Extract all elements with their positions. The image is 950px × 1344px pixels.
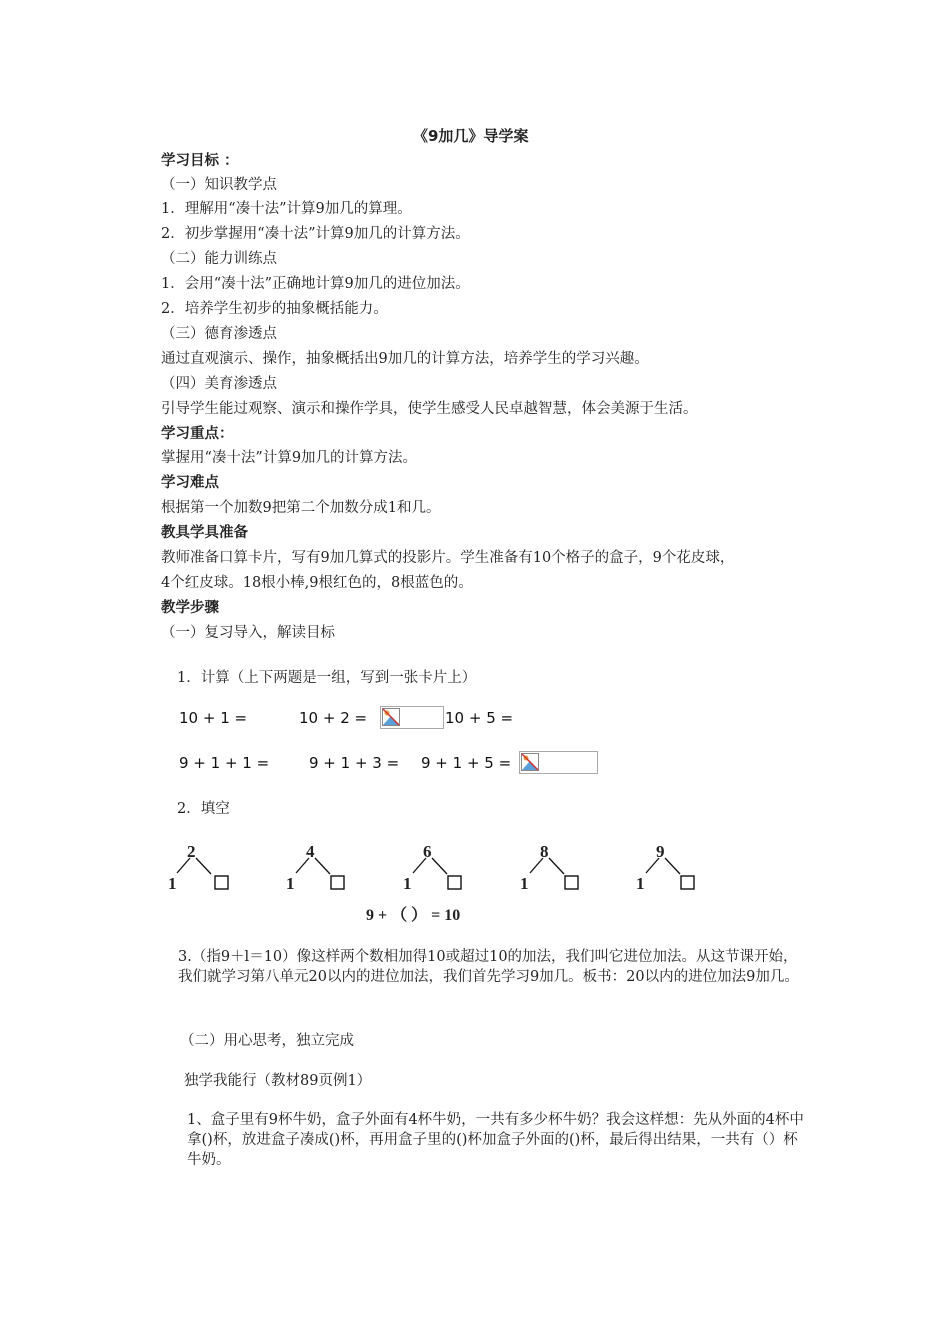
fill-heading: 2．填空 [177,801,230,817]
step-2-heading: （二）用心思考，独立完成 [180,1033,354,1049]
aesthetic-heading: （四）美育渗透点 [161,376,277,392]
knowledge-item-2: 2．初步掌握用“凑十法”计算9加几的计算方法。 [161,226,470,242]
equation: 10 + 1 = [179,709,248,727]
number-bond [282,842,362,894]
moral-text: 通过直观演示、操作，抽象概括出9加几的计算方法，培养学生的学习兴趣。 [161,351,649,367]
broken-image-icon [382,708,400,726]
equation: 9 + 1 + 3 = [309,754,400,772]
difficulty-heading: 学习难点 [161,475,219,491]
key-text: 掌握用“凑十法”计算9加几的计算方法。 [161,450,418,466]
tools-text-line-2: 4个红皮球。18根小棒,9根红色的，8根蓝色的。 [161,575,473,591]
broken-image-icon [521,753,539,771]
equation: 10 + 2 = [299,709,368,727]
tools-text-line-1: 教师准备口算卡片，写有9加几算式的投影片。学生准备有10个格子的盒子，9个花皮球， [161,550,735,566]
equation: 9 + 1 + 1 = [179,754,270,772]
equation: 10 + 5 = [445,709,514,727]
blank-box [448,876,461,889]
bond-top-number: 8 [540,842,549,861]
ability-item-2: 2．培养学生初步的抽象概括能力。 [161,301,388,317]
page-title: 《9加几》导学案 [413,127,529,145]
steps-heading: 教学步骤 [161,600,219,616]
bond-top-number: 9 [656,842,665,861]
ability-item-1: 1．会用“凑十法”正确地计算9加几的进位加法。 [161,276,470,292]
bond-left-number: 1 [403,874,412,893]
question-1: 1、盒子里有9杯牛奶，盒子外面有4杯牛奶，一共有多少杯牛奶？我会这样想：先从外面的4杯中拿()杯，放进盒子凑成()杯，再用盒子里的()杯加盒子外面的()杯，最后得出结果，一共有（）杯牛奶。 [187,1112,804,1168]
bond-left-number: 1 [636,874,645,893]
bond-left-number: 1 [286,874,295,893]
paragraph-3: 3.（指9＋l＝10）像这样两个数相加得10或超过10的加法，我们叫它进位加法。从这节课开始，我们就学习第八单元20以内的进位加法，我们首先学习9加几。板书：20以内的进位加法9加几。 [178,949,799,985]
number-bond [632,842,712,894]
number-bond [163,842,243,894]
nine-plus-equation: 9 + （ ） = 10 [366,907,461,924]
calc-heading: 1．计算（上下两题是一组，写到一张卡片上） [177,670,477,686]
aesthetic-text: 引导学生能过观察、演示和操作学具，使学生感受人民卓越智慧，体会美源于生活。 [161,401,698,417]
equation: 9 + 1 + 5 = [421,754,512,772]
image-placeholder [519,751,598,774]
difficulty-text: 根据第一个加数9把第二个加数分成1和几。 [161,500,441,516]
tools-heading: 教具学具准备 [161,525,248,541]
blank-box [331,876,344,889]
bond-top-number: 2 [187,842,196,861]
goals-heading: 学习目标 ： [161,153,239,169]
blank-box [565,876,578,889]
knowledge-item-1: 1．理解用“凑十法”计算9加几的算理。 [161,201,412,217]
bond-left-number: 1 [168,874,177,893]
number-bond [399,842,479,894]
self-study-line: 独学我能行（教材89页例1） [184,1073,372,1089]
bond-left-number: 1 [520,874,529,893]
bond-top-number: 4 [306,842,315,861]
image-placeholder [380,706,444,729]
bond-top-number: 6 [423,842,432,861]
moral-heading: （三）德育渗透点 [161,326,277,342]
key-heading: 学习重点： [161,426,234,442]
number-bond [516,842,596,894]
ability-heading: （二）能力训练点 [161,251,277,267]
blank-box [681,876,694,889]
knowledge-heading: （一）知识教学点 [161,177,277,193]
step-1-heading: （一）复习导入，解读目标 [161,625,335,641]
blank-box [215,876,228,889]
